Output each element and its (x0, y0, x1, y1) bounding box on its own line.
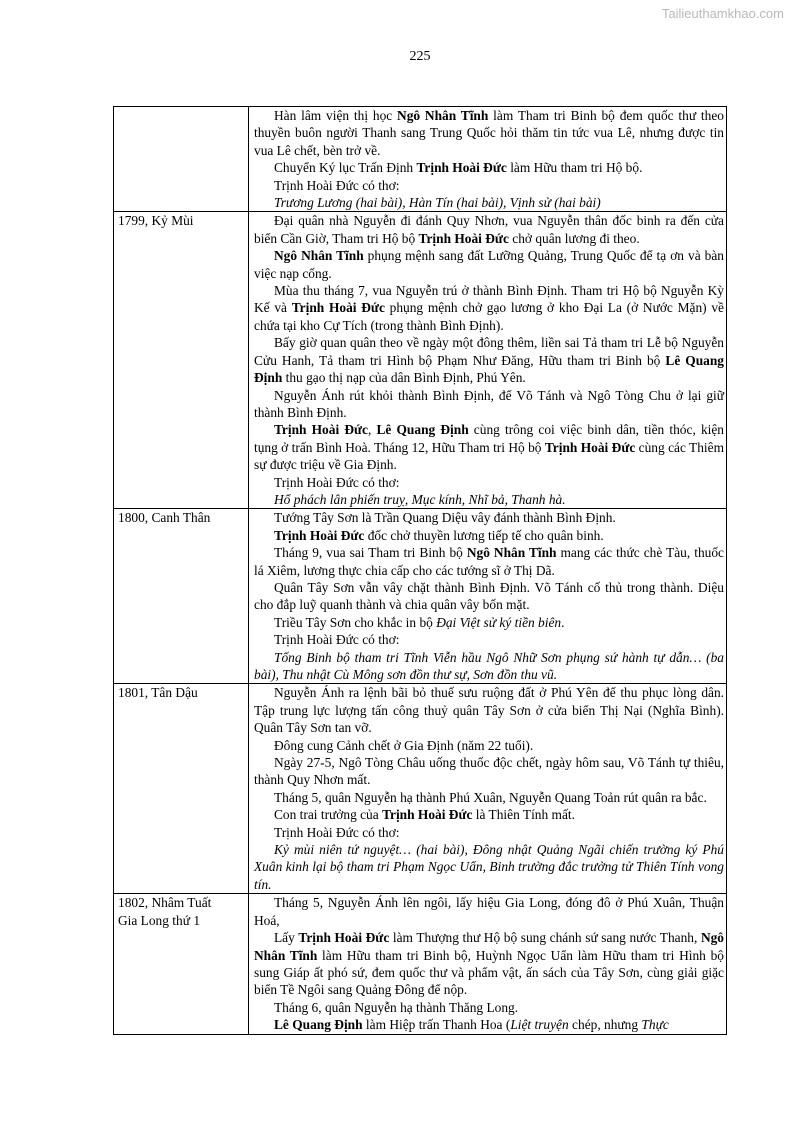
event-paragraph (254, 107, 724, 159)
year-cell (114, 894, 249, 1034)
text-segment: Trịnh Hoài Đức có thơ: (274, 474, 400, 490)
chronology-table (113, 106, 727, 1035)
year-label: Gia Long thứ 1 (118, 912, 201, 928)
text-segment: Bấy giờ quan quân theo về ngày một đông thêm, liền sai Tả tham tri Lễ bộ Nguyễn Cửu Hanh, Tả tham tri Hình bộ Phạm Như Đăng, Hữu tham tri Binh bộ (254, 335, 724, 368)
event-paragraph (254, 789, 724, 806)
event-paragraph (254, 544, 724, 579)
text-segment: chở quân lương đi theo. (508, 230, 640, 246)
year-cell (114, 212, 249, 509)
event-paragraph (254, 527, 724, 544)
text-segment: Trịnh Hoài Đức có thơ: (274, 632, 400, 648)
event-paragraph (254, 841, 724, 893)
text-segment: làm Tham tri Binh bộ đem quốc thư theo thuyền buôn người Thanh sang Trung Quốc hỏi thăm tin tức vua Lê, nhưng được tin vua Lê chết, bèn trở về. (254, 108, 724, 158)
watermark: Tailieuthamkhao.com (661, 6, 784, 21)
work-title: Trương Lương (hai bài), Hàn Tín (hai bài), Vịnh sử (hai bài) (274, 195, 601, 211)
person-name: Trịnh Hoài Đức (418, 230, 509, 246)
event-paragraph (254, 247, 724, 282)
person-name: Trịnh Hoài Đức (274, 527, 365, 543)
table-row (114, 509, 727, 684)
text-segment: chép, nhưng (568, 1017, 642, 1033)
event-paragraph (254, 806, 724, 823)
page-number: 225 (409, 49, 431, 64)
event-paragraph (254, 614, 724, 631)
event-paragraph (254, 737, 724, 754)
text-segment: mang các thức chè Tàu, thuốc lá Xiêm, lương thực chia cấp cho các tướng sĩ ở Thị Dã. (254, 545, 724, 578)
year-label: 1802, Nhâm Tuất (118, 895, 212, 911)
person-name: Ngô Nhân Tĩnh (397, 108, 489, 123)
person-name: Ngô Nhân Tĩnh (466, 545, 557, 561)
year-label: 1799, Kỷ Mùi (118, 213, 194, 229)
event-paragraph (254, 159, 724, 176)
person-name: Trịnh Hoài Đức (298, 930, 390, 946)
work-title: Kỷ mùi niên tứ nguyệt… (hai bài), Đông nhật Quảng Ngãi chiến trường ký Phú Xuân kinh lại bộ tham tri Phạm Ngọc Uẩn, Binh trường đắc trưởng tử Thiên Tính vong tín. (254, 842, 724, 892)
person-name: Trịnh Hoài Đức (544, 439, 636, 455)
text-segment: , (367, 422, 377, 438)
person-name: Ngô Nhân Tĩnh (254, 930, 724, 963)
text-segment: Trịnh Hoài Đức có thơ: (274, 177, 400, 193)
text-segment: Tháng 9, vua sai Tham tri Binh bộ (274, 545, 467, 561)
text-segment: Mùa thu tháng 7, vua Nguyễn trú ở thành Bình Định. Tham tri Hộ bộ Nguyễn Kỳ Kế và (254, 283, 724, 316)
text-segment: Ngày 27-5, Ngô Tòng Châu uống thuốc độc chết, ngày hôm sau, Võ Tánh tự thiêu, thành Quy Nhơn mất. (254, 755, 724, 788)
text-segment: Trịnh Hoài Đức có thơ: (274, 824, 400, 840)
text-segment: cùng các Thiêm sự được triệu về Gia Định. (254, 439, 724, 473)
event-paragraph (254, 999, 724, 1016)
year-label: 1801, Tân Dậu (118, 685, 198, 701)
year-cell (114, 684, 249, 894)
text-segment: Đông cung Cảnh chết ở Gia Định (năm 22 tuổi). (274, 737, 534, 753)
work-title: Hổ phách lân phiến truỵ, Mục kính, Nhĩ bả, Thanh hà. (274, 491, 566, 507)
text-segment: làm Hữu tham tri Hộ bộ. (506, 160, 643, 176)
text-segment: Hàn lâm viện thị học (274, 108, 398, 123)
text-segment: thu gạo thị nạp của dân Bình Định, Phú Yên. (282, 370, 526, 386)
text-segment: Nguyễn Ánh rút khỏi thành Bình Định, để Võ Tánh và Ngô Tòng Chu ở lại giữ thành Bình Định. (254, 387, 724, 420)
text-segment: phụng mệnh sang đất Lưỡng Quảng, Trung Quốc để tạ ơn và bàn việc nạp cống. (254, 248, 724, 281)
person-name: Lê Quang Định (254, 352, 724, 386)
text-segment: Con trai trưởng của (274, 807, 383, 823)
text-segment: đốc chở thuyền lương tiếp tế cho quân binh. (364, 527, 604, 543)
year-cell (114, 107, 249, 212)
text-segment: Tháng 5, Nguyễn Ánh lên ngôi, lấy hiệu Gia Long, đóng đô ở Phú Xuân, Thuận Hoá, (254, 895, 724, 928)
person-name: Lê Quang Định (274, 1017, 363, 1033)
work-title: Thực (641, 1017, 669, 1033)
event-paragraph (254, 929, 724, 999)
text-segment: cùng trông coi việc binh dân, tiền thóc, kiện tụng ở trấn Bình Hoà. Tháng 12, Hữu Tham tri Hộ bộ (254, 422, 724, 455)
text-segment: Chuyển Ký lục Trấn Định (274, 160, 417, 176)
text-segment: làm Hữu tham tri Binh bộ, Huỳnh Ngọc Uẩn làm Hữu tham tri Hình bộ sung Giáp ất phó sứ, đem quốc thư và phẩm vật, ấn sách của Tây Sơn, cùng giải giặc biển Tề Ngôi sang Quảng Đông để nộp. (254, 947, 724, 998)
work-title: Đại Việt sử ký tiền biên (436, 614, 562, 630)
event-paragraph (254, 894, 724, 929)
event-paragraph (254, 579, 724, 614)
event-paragraph (254, 282, 724, 334)
text-segment: Triều Tây Sơn cho khắc in bộ (274, 614, 437, 630)
event-paragraph (254, 421, 724, 473)
table-row (114, 212, 727, 509)
event-paragraph (254, 824, 724, 841)
person-name: Trịnh Hoài Đức (382, 807, 473, 823)
person-name: Trịnh Hoài Đức (274, 422, 368, 438)
table-row (114, 894, 727, 1034)
event-paragraph (254, 212, 724, 247)
event-paragraph (254, 684, 724, 736)
person-name: Ngô Nhân Tĩnh (274, 248, 364, 264)
event-paragraph (254, 474, 724, 491)
events-cell (249, 509, 727, 684)
person-name: Lê Quang Định (376, 422, 469, 438)
event-paragraph (254, 194, 724, 211)
text-segment: Quân Tây Sơn vẫn vây chặt thành Bình Định. Võ Tánh cố thủ trong thành. Diệu cho đắp luỹ quanh thành và chia quân vây bốn mặt. (254, 579, 724, 613)
event-paragraph (254, 491, 724, 508)
work-title: Liệt truyện (510, 1017, 569, 1033)
text-segment: Tháng 6, quân Nguyễn hạ thành Thăng Long. (274, 999, 519, 1015)
text-segment: làm Hiệp trấn Thanh Hoa ( (362, 1017, 511, 1033)
text-segment: làm Thượng thư Hộ bộ sung chánh sứ sang nước Thanh, (389, 930, 701, 946)
text-segment: phụng mệnh chở gạo lương ở kho Đại La (ở Nước Mặn) về chứa tại kho Cự Tích (trong thành Bình Định). (254, 300, 724, 333)
text-segment: . (561, 614, 565, 630)
text-segment: Nguyễn Ánh ra lệnh bãi bỏ thuế sưu ruộng đất ở Phú Yên để thu phục lòng dân. Tập trung lực lượng tấn công thuỷ quân Tây Sơn ở cửa biển Thị Nại (Nghĩa Bình). Quân Tây Sơn tan vỡ. (254, 685, 724, 736)
person-name: Trịnh Hoài Đức (291, 300, 385, 316)
table-row (114, 107, 727, 212)
events-cell (249, 107, 727, 212)
text-segment: Tướng Tây Sơn là Trần Quang Diệu vây đánh thành Bình Định. (274, 510, 616, 526)
year-label: 1800, Canh Thân (118, 510, 211, 526)
text-segment: Tháng 5, quân Nguyễn hạ thành Phú Xuân, Nguyễn Quang Toản rút quân ra bắc. (274, 789, 707, 805)
event-paragraph (254, 649, 724, 684)
event-paragraph (254, 1016, 724, 1033)
events-cell (249, 212, 727, 509)
event-paragraph (254, 177, 724, 194)
event-paragraph (254, 509, 724, 526)
table-row (114, 684, 727, 894)
text-segment: Đại quân nhà Nguyễn đi đánh Quy Nhơn, vua Nguyễn thân đốc binh ra đến cửa biển Cần Giờ, Tham tri Hộ bộ (254, 213, 724, 246)
event-paragraph (254, 387, 724, 422)
work-title: Tống Binh bộ tham tri Tĩnh Viễn hầu Ngô Nhữ Sơn phụng sứ hành tự dẫn… (ba bài), Thu nhật Cù Mông sơn đồn thư sự, Sơn đồn thu vũ. (254, 649, 724, 682)
text-segment: Lấy (274, 930, 299, 946)
events-cell (249, 684, 727, 894)
events-cell (249, 894, 727, 1034)
event-paragraph (254, 631, 724, 648)
text-segment: là Thiên Tính mất. (472, 807, 575, 823)
event-paragraph (254, 754, 724, 789)
year-cell (114, 509, 249, 684)
event-paragraph (254, 334, 724, 386)
person-name: Trịnh Hoài Đức (416, 160, 507, 176)
